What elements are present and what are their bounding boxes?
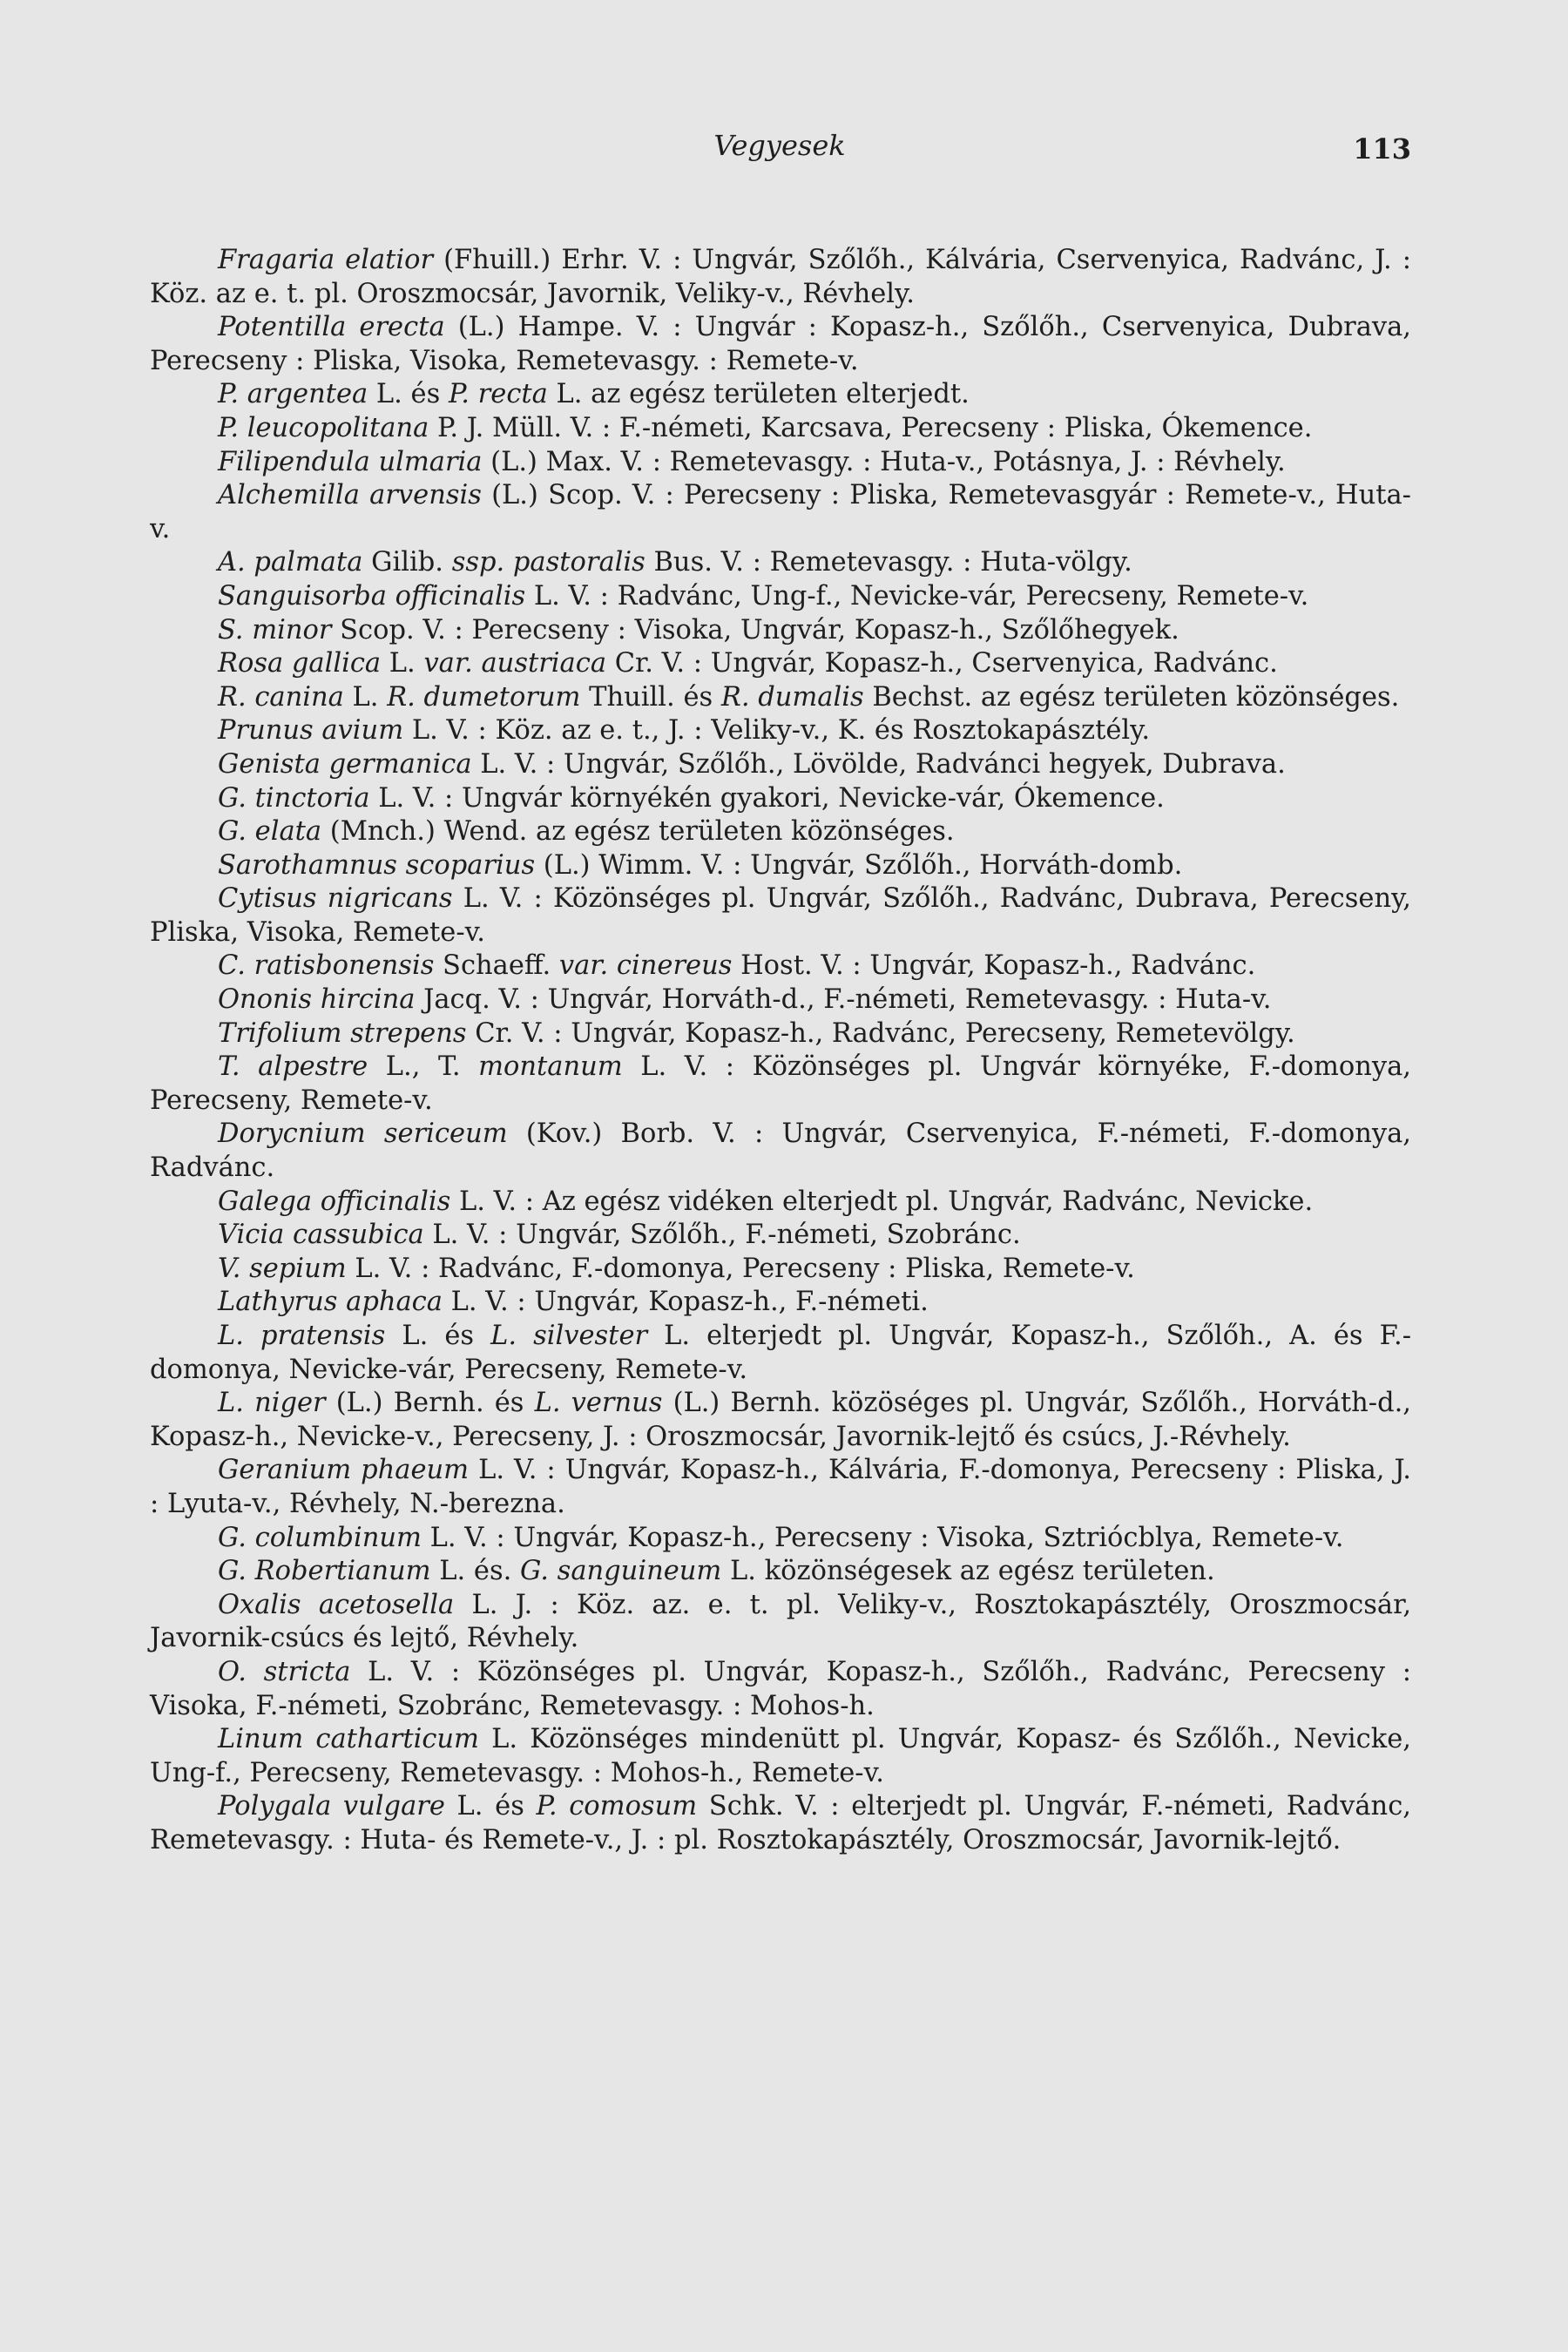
species-entry [150, 782, 1411, 816]
species-name: C. ratisbonensis [218, 950, 435, 982]
species-name: L. vernus [534, 1388, 663, 1419]
species-text: L., T. [368, 1051, 479, 1083]
species-text: L. V. : Közönséges pl. Ungvár, Szőlőh., Radvánc, Dubrava, Perecseny, Pliska, Visoka, Remete-v. [150, 883, 1411, 948]
species-entry [150, 1522, 1411, 1556]
species-text: L. V. : Közönséges pl. Ungvár, Kopasz-h., Szőlőh., Radvánc, Perecseny : Visoka, F.-németi, Szobránc, Remetevasgy. : Mohos-h. [150, 1656, 1412, 1721]
species-text: L. V. : Radvánc, F.-domonya, Perecseny : Pliska, Remete-v. [346, 1253, 1135, 1284]
species-text: Thuill. és [580, 681, 721, 713]
species-name: ssp. pastoralis [451, 547, 645, 578]
species-name: G. Robertianum [218, 1556, 431, 1587]
species-text: L. V. : Ungvár, Kopasz-h., Perecseny : Visoka, Sztriócblya, Remete-v. [421, 1522, 1344, 1553]
species-entry [150, 378, 1411, 412]
species-text: Bechst. az egész területen közönséges. [863, 681, 1400, 713]
species-name: L. silvester [490, 1321, 648, 1351]
species-text: (L.) Bernh. és [325, 1388, 535, 1419]
species-text: L. és. [430, 1556, 520, 1587]
species-entry [150, 1051, 1411, 1118]
species-name: Fragaria elatior [218, 245, 434, 275]
species-name: P. leucopolitana [218, 412, 429, 443]
species-name: Alchemilla arvensis [218, 480, 482, 511]
species-entry [150, 1387, 1411, 1454]
species-name: G. columbinum [218, 1522, 422, 1553]
species-entry [150, 849, 1411, 883]
species-entry [150, 412, 1411, 446]
species-entry [150, 1656, 1411, 1723]
species-entry [150, 546, 1411, 580]
species-entry [150, 1454, 1411, 1521]
species-text: Gilib. [362, 547, 452, 578]
species-text: (L.) Scop. V. : Perecseny : Pliska, Remetevasgyár : Remete-v., Huta-v. [150, 480, 1411, 544]
species-name: Lathyrus aphaca [218, 1287, 443, 1318]
species-text: L. elterjedt pl. Ungvár, Kopasz-h., Szőlőh., A. és F.-domonya, Nevicke-vár, Perecseny, Remete-v. [150, 1321, 1411, 1385]
species-text: L. J. : Köz. az. e. t. pl. Veliky-v., Rosztokapásztély, Oroszmocsár, Javornik-csúcs és lejtő, Révhely. [150, 1589, 1412, 1654]
species-name: L. niger [218, 1388, 326, 1419]
species-text: L. és [385, 1321, 491, 1351]
species-name: L. pratensis [218, 1321, 386, 1351]
species-name: S. minor [218, 614, 332, 645]
species-text: L. V. : Ungvár, Kopasz-h., Kálvária, F.-domonya, Perecseny : Pliska, J. : Lyuta-v., Révhely, N.-berezna. [150, 1455, 1411, 1519]
species-text: L. és [444, 1791, 537, 1822]
species-entry [150, 815, 1411, 849]
species-name: Vicia cassubica [218, 1220, 424, 1251]
species-entry [150, 681, 1411, 715]
species-name: A. palmata [218, 547, 363, 578]
species-name: P. comosum [536, 1791, 698, 1822]
species-name: Potentilla erecta [218, 312, 445, 343]
species-name: Sarothamnus scoparius [218, 849, 536, 881]
species-entry [150, 244, 1411, 311]
species-name: montanum [478, 1051, 623, 1083]
species-name: Rosa gallica [218, 648, 382, 679]
species-text: Schaeff. [434, 950, 559, 982]
species-text: L. V. : Radvánc, Ung-f., Nevicke-vár, Perecseny, Remete-v. [525, 580, 1309, 612]
species-entry [150, 1320, 1411, 1387]
species-entry [150, 647, 1411, 681]
species-name: Prunus avium [218, 715, 404, 747]
species-text: Jacq. V. : Ungvár, Horváth-d., F.-németi, Remetevasgy. : Huta-v. [415, 984, 1272, 1016]
species-entry [150, 882, 1411, 950]
species-entry [150, 311, 1411, 378]
species-text: L. Közönséges mindenütt pl. Ungvár, Kopasz- és Szőlőh., Nevicke, Ung-f., Perecseny, Remetevasgy. : Mohos-h., Remete-v. [150, 1724, 1411, 1788]
species-text: L. V. : Az egész vidéken elterjedt pl. Ungvár, Radvánc, Nevicke. [450, 1186, 1314, 1217]
species-name: G. elata [218, 816, 322, 848]
species-name: var. cinereus [558, 950, 733, 982]
species-name: Ononis hircina [218, 984, 416, 1016]
species-text: L. V. : Ungvár környékén gyakori, Nevicke-vár, Ókemence. [369, 782, 1165, 814]
species-entry [150, 1017, 1411, 1051]
species-name: Sanguisorba officinalis [218, 580, 526, 612]
species-name: R. canina [218, 681, 344, 713]
species-text: Cr. V. : Ungvár, Kopasz-h., Cservenyica, Radvánc. [606, 648, 1278, 679]
running-head: Vegyesek [713, 129, 846, 162]
species-name: Genista germanica [218, 748, 472, 780]
species-name: Cytisus nigricans [218, 883, 453, 915]
species-text: (L.) Max. V. : Remetevasgy. : Huta-v., Potásnya, J. : Révhely. [482, 446, 1286, 477]
species-entry [150, 1118, 1411, 1185]
species-name: Trifolium strepens [218, 1017, 467, 1049]
species-entry [150, 1723, 1411, 1790]
species-entry [150, 714, 1411, 748]
species-entry [150, 748, 1411, 782]
species-name: Galega officinalis [218, 1186, 451, 1217]
page-number: 113 [1353, 132, 1411, 166]
species-name: R. dumalis [720, 681, 864, 713]
species-entry [150, 1253, 1411, 1287]
species-text: L. [343, 681, 388, 713]
species-name: O. stricta [218, 1656, 351, 1687]
species-entry [150, 983, 1411, 1017]
species-text: Schk. V. : elterjedt pl. Ungvár, F.-németi, Radvánc, Remetevasgy. : Huta- és Remete-v., J. : pl. Rosztokapásztély, Oroszmocsár, Javornik-lejtő. [150, 1791, 1411, 1855]
species-text: Host. V. : Ungvár, Kopasz-h., Radvánc. [732, 950, 1256, 982]
species-entry [150, 580, 1411, 614]
species-name: G. tinctoria [218, 782, 370, 814]
species-name: Polygala vulgare [218, 1791, 445, 1822]
species-text: L. V. : Ungvár, Kopasz-h., F.-németi. [442, 1287, 929, 1318]
species-name: V. sepium [218, 1253, 347, 1284]
species-text: L. az egész területen elterjedt. [547, 379, 970, 410]
species-entry [150, 446, 1411, 480]
species-entry [150, 1286, 1411, 1320]
species-text: (Fhuill.) Erhr. V. : Ungvár, Szőlőh., Kálvária, Cservenyica, Radvánc, J. : Köz. az e. t. pl. Oroszmocsár, Javornik, Veliky-v., Révhely. [150, 245, 1411, 309]
species-text: L. V. : Ungvár, Szőlőh., F.-németi, Szobránc. [423, 1220, 1021, 1251]
species-text: L. V. : Közönséges pl. Ungvár környéke, F.-domonya, Perecseny, Remete-v. [150, 1051, 1411, 1116]
species-entry [150, 614, 1411, 648]
species-text: P. J. Müll. V. : F.-németi, Karcsava, Perecseny : Pliska, Ókemence. [429, 412, 1313, 443]
species-text: (Kov.) Borb. V. : Ungvár, Cservenyica, F.-németi, F.-domonya, Radvánc. [150, 1119, 1411, 1184]
species-text: (L.) Hampe. V. : Ungvár : Kopasz-h., Szőlőh., Cservenyica, Dubrava, Perecseny : Pliska, Visoka, Remetevasgy. : Remete-v. [150, 312, 1411, 376]
page-header [148, 129, 1411, 172]
species-name: P. argentea [218, 379, 368, 410]
species-name: Oxalis acetosella [218, 1589, 455, 1620]
species-name: Geranium phaeum [218, 1455, 470, 1486]
species-text: Bus. V. : Remetevasgy. : Huta-völgy. [645, 547, 1132, 578]
species-entry [150, 1555, 1411, 1589]
species-name: R. dumetorum [387, 681, 581, 713]
species-text: L. V. : Köz. az e. t., J. : Veliky-v., K. és Rosztokapásztély. [403, 715, 1151, 747]
species-text: Scop. V. : Perecseny : Visoka, Ungvár, Kopasz-h., Szőlőhegyek. [331, 614, 1179, 645]
species-entry [150, 1589, 1411, 1656]
species-text: (Mnch.) Wend. az egész területen közönséges. [321, 816, 955, 848]
species-list [150, 244, 1411, 1858]
species-text: L. és [368, 379, 449, 410]
species-entry [150, 1219, 1411, 1253]
species-entry [150, 479, 1411, 546]
species-text: L. [381, 648, 424, 679]
species-entry [150, 1790, 1411, 1857]
species-name: P. recta [448, 379, 548, 410]
species-text: L. V. : Ungvár, Szőlőh., Lövölde, Radvánci hegyek, Dubrava. [471, 748, 1286, 780]
species-name: Linum catharticum [218, 1724, 479, 1755]
species-name: var. austriaca [423, 648, 607, 679]
species-entry [150, 1186, 1411, 1220]
species-text: (L.) Wimm. V. : Ungvár, Szőlőh., Horváth-domb. [535, 849, 1183, 881]
species-text: L. közönségesek az egész területen. [721, 1556, 1215, 1587]
species-entry [150, 950, 1411, 983]
species-name: Dorycnium sericeum [218, 1119, 508, 1150]
species-name: Filipendula ulmaria [218, 446, 483, 477]
species-text: Cr. V. : Ungvár, Kopasz-h., Radvánc, Perecseny, Remetevölgy. [466, 1017, 1295, 1049]
species-name: G. sanguineum [520, 1556, 722, 1587]
species-name: T. alpestre [218, 1051, 368, 1083]
species-text: (L.) Bernh. közöséges pl. Ungvár, Szőlőh., Horváth-d., Kopasz-h., Nevicke-v., Perecseny, J. : Oroszmocsár, Javornik-lejtő és csúcs, J.-Révhely. [150, 1388, 1411, 1452]
